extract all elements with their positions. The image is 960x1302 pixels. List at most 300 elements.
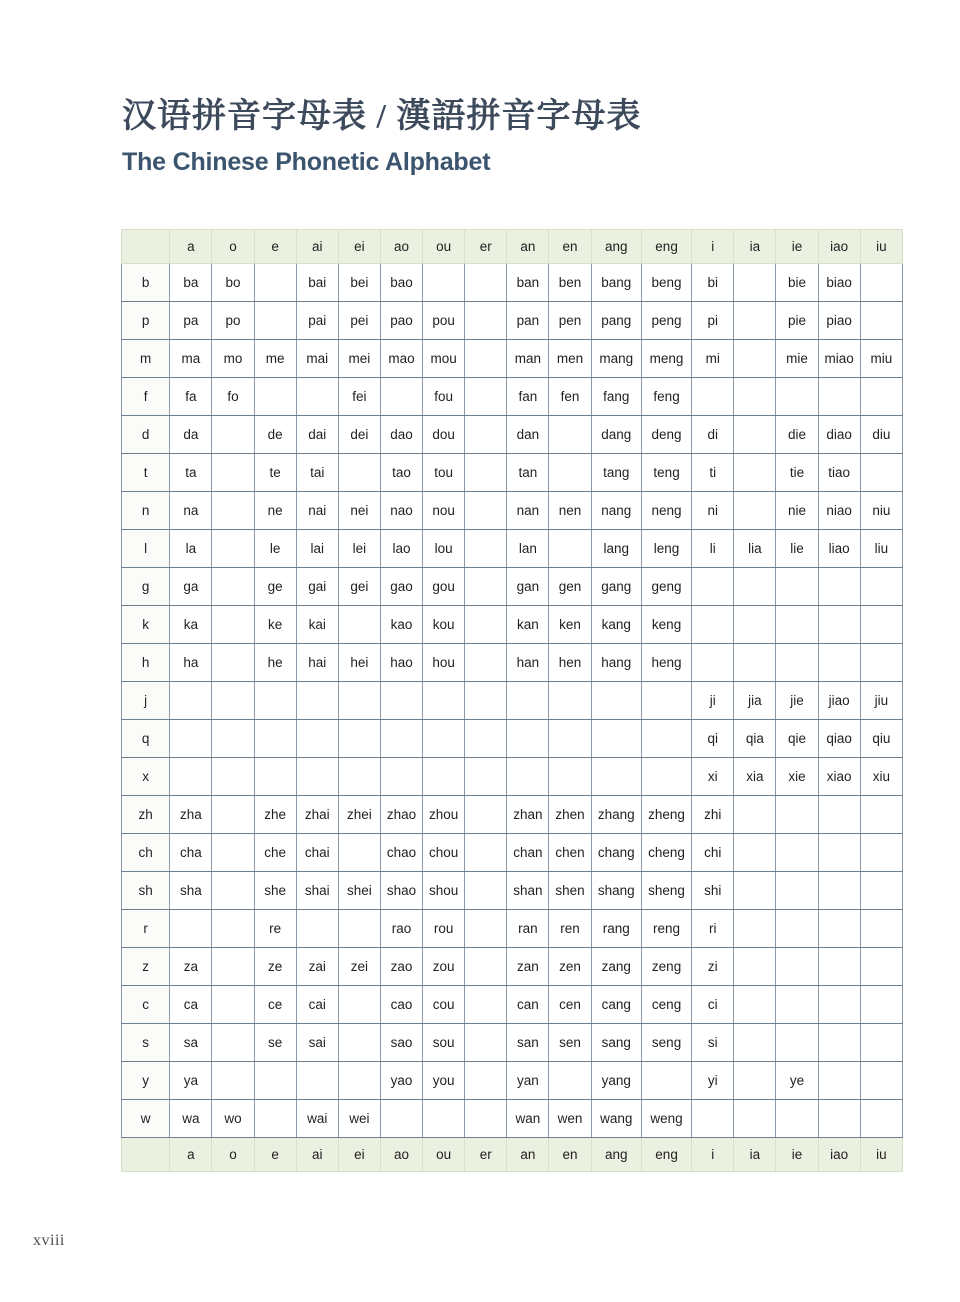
syllable-cell-empty: [212, 530, 254, 568]
syllable-cell-empty: [338, 758, 380, 796]
syllable-cell-ma: ma: [170, 340, 212, 378]
syllable-cell-dai: dai: [296, 416, 338, 454]
table-row: [122, 530, 903, 568]
syllable-cell-hei: hei: [338, 644, 380, 682]
syllable-cell-empty: [860, 948, 902, 986]
syllable-cell-empty: [465, 264, 507, 302]
syllable-cell-gei: gei: [338, 568, 380, 606]
syllable-cell-empty: [338, 606, 380, 644]
initial-label-d: d: [122, 416, 170, 454]
syllable-cell-cen: cen: [549, 986, 591, 1024]
final-footer-eng: eng: [641, 1138, 691, 1172]
syllable-cell-mai: mai: [296, 340, 338, 378]
syllable-cell-me: me: [254, 340, 296, 378]
syllable-cell-empty: [776, 606, 818, 644]
syllable-cell-nai: nai: [296, 492, 338, 530]
syllable-cell-hen: hen: [549, 644, 591, 682]
syllable-cell-geng: geng: [641, 568, 691, 606]
syllable-cell-san: san: [507, 1024, 549, 1062]
syllable-cell-empty: [254, 264, 296, 302]
syllable-cell-empty: [734, 1062, 776, 1100]
syllable-cell-ren: ren: [549, 910, 591, 948]
initial-label-k: k: [122, 606, 170, 644]
initial-label-l: l: [122, 530, 170, 568]
initial-label-j: j: [122, 682, 170, 720]
syllable-cell-lie: lie: [776, 530, 818, 568]
syllable-cell-wang: wang: [591, 1100, 641, 1138]
table-row: [122, 834, 903, 872]
initial-label-q: q: [122, 720, 170, 758]
final-footer-er: er: [465, 1138, 507, 1172]
initial-label-m: m: [122, 340, 170, 378]
table-row: [122, 378, 903, 416]
syllable-cell-ri: ri: [692, 910, 734, 948]
syllable-cell-empty: [212, 492, 254, 530]
syllable-cell-empty: [860, 796, 902, 834]
syllable-cell-empty: [465, 606, 507, 644]
syllable-cell-yao: yao: [380, 1062, 422, 1100]
syllable-cell-ceng: ceng: [641, 986, 691, 1024]
syllable-cell-chou: chou: [423, 834, 465, 872]
syllable-cell-empty: [465, 492, 507, 530]
syllable-cell-nan: nan: [507, 492, 549, 530]
syllable-cell-tang: tang: [591, 454, 641, 492]
table-row: [122, 720, 903, 758]
syllable-cell-tie: tie: [776, 454, 818, 492]
syllable-cell-diao: diao: [818, 416, 860, 454]
syllable-cell-empty: [860, 986, 902, 1024]
table-row: [122, 492, 903, 530]
table-row: [122, 264, 903, 302]
syllable-cell-empty: [818, 910, 860, 948]
syllable-cell-empty: [465, 948, 507, 986]
syllable-cell-nang: nang: [591, 492, 641, 530]
syllable-cell-cai: cai: [296, 986, 338, 1024]
syllable-cell-nao: nao: [380, 492, 422, 530]
syllable-cell-piao: piao: [818, 302, 860, 340]
syllable-cell-empty: [465, 644, 507, 682]
syllable-cell-pi: pi: [692, 302, 734, 340]
syllable-cell-empty: [734, 948, 776, 986]
syllable-cell-sao: sao: [380, 1024, 422, 1062]
final-footer-i: i: [692, 1138, 734, 1172]
syllable-cell-empty: [170, 758, 212, 796]
syllable-cell-empty: [465, 378, 507, 416]
syllable-cell-empty: [549, 454, 591, 492]
syllable-cell-cheng: cheng: [641, 834, 691, 872]
syllable-cell-empty: [465, 910, 507, 948]
syllable-cell-sha: sha: [170, 872, 212, 910]
syllable-cell-empty: [818, 1062, 860, 1100]
syllable-cell-empty: [734, 264, 776, 302]
syllable-cell-empty: [423, 682, 465, 720]
syllable-cell-empty: [338, 910, 380, 948]
syllable-cell-empty: [380, 720, 422, 758]
syllable-cell-ge: ge: [254, 568, 296, 606]
syllable-cell-empty: [549, 416, 591, 454]
final-header-ou: ou: [423, 230, 465, 264]
syllable-cell-se: se: [254, 1024, 296, 1062]
syllable-cell-empty: [465, 834, 507, 872]
initial-label-g: g: [122, 568, 170, 606]
table-row: [122, 910, 903, 948]
final-header-eng: eng: [641, 230, 691, 264]
syllable-cell-wa: wa: [170, 1100, 212, 1138]
syllable-cell-reng: reng: [641, 910, 691, 948]
syllable-cell-pie: pie: [776, 302, 818, 340]
syllable-cell-sou: sou: [423, 1024, 465, 1062]
syllable-cell-mao: mao: [380, 340, 422, 378]
syllable-cell-empty: [860, 1024, 902, 1062]
final-header-iao: iao: [818, 230, 860, 264]
syllable-cell-empty: [776, 910, 818, 948]
syllable-cell-empty: [338, 720, 380, 758]
syllable-cell-cang: cang: [591, 986, 641, 1024]
syllable-cell-bie: bie: [776, 264, 818, 302]
syllable-cell-empty: [776, 644, 818, 682]
syllable-cell-empty: [860, 910, 902, 948]
syllable-cell-empty: [734, 910, 776, 948]
syllable-cell-ya: ya: [170, 1062, 212, 1100]
syllable-cell-ran: ran: [507, 910, 549, 948]
syllable-cell-he: he: [254, 644, 296, 682]
syllable-cell-cha: cha: [170, 834, 212, 872]
syllable-cell-man: man: [507, 340, 549, 378]
final-footer-ei: ei: [338, 1138, 380, 1172]
final-footer-e: e: [254, 1138, 296, 1172]
initial-label-n: n: [122, 492, 170, 530]
syllable-cell-zhei: zhei: [338, 796, 380, 834]
syllable-cell-chai: chai: [296, 834, 338, 872]
syllable-cell-zhe: zhe: [254, 796, 296, 834]
syllable-cell-empty: [296, 1062, 338, 1100]
table-row: [122, 1024, 903, 1062]
syllable-cell-chan: chan: [507, 834, 549, 872]
syllable-cell-empty: [734, 302, 776, 340]
syllable-cell-empty: [170, 720, 212, 758]
page-header: [122, 96, 912, 177]
syllable-cell-niao: niao: [818, 492, 860, 530]
syllable-cell-gan: gan: [507, 568, 549, 606]
final-footer-a: a: [170, 1138, 212, 1172]
table-row: [122, 872, 903, 910]
syllable-cell-fei: fei: [338, 378, 380, 416]
syllable-cell-empty: [860, 1062, 902, 1100]
syllable-cell-shei: shei: [338, 872, 380, 910]
syllable-cell-chi: chi: [692, 834, 734, 872]
syllable-cell-empty: [465, 454, 507, 492]
syllable-cell-gai: gai: [296, 568, 338, 606]
syllable-cell-empty: [549, 720, 591, 758]
syllable-cell-niu: niu: [860, 492, 902, 530]
syllable-cell-lei: lei: [338, 530, 380, 568]
syllable-cell-empty: [254, 302, 296, 340]
syllable-cell-xia: xia: [734, 758, 776, 796]
syllable-cell-empty: [296, 720, 338, 758]
syllable-cell-empty: [380, 682, 422, 720]
syllable-cell-weng: weng: [641, 1100, 691, 1138]
syllable-cell-empty: [254, 720, 296, 758]
syllable-cell-mou: mou: [423, 340, 465, 378]
syllable-cell-empty: [776, 1100, 818, 1138]
syllable-cell-empty: [734, 492, 776, 530]
syllable-cell-empty: [734, 378, 776, 416]
syllable-cell-qiao: qiao: [818, 720, 860, 758]
syllable-cell-empty: [818, 606, 860, 644]
final-footer-an: an: [507, 1138, 549, 1172]
syllable-cell-empty: [465, 872, 507, 910]
syllable-cell-zao: zao: [380, 948, 422, 986]
syllable-cell-po: po: [212, 302, 254, 340]
syllable-cell-empty: [860, 568, 902, 606]
syllable-cell-sen: sen: [549, 1024, 591, 1062]
final-header-iu: iu: [860, 230, 902, 264]
table-row: [122, 644, 903, 682]
syllable-cell-empty: [212, 644, 254, 682]
syllable-cell-men: men: [549, 340, 591, 378]
syllable-cell-empty: [212, 834, 254, 872]
syllable-cell-keng: keng: [641, 606, 691, 644]
footer-corner-cell: [122, 1138, 170, 1172]
syllable-cell-pan: pan: [507, 302, 549, 340]
syllable-cell-ca: ca: [170, 986, 212, 1024]
syllable-cell-wei: wei: [338, 1100, 380, 1138]
syllable-cell-empty: [338, 834, 380, 872]
initial-label-z: z: [122, 948, 170, 986]
syllable-cell-empty: [549, 1062, 591, 1100]
syllable-cell-empty: [380, 378, 422, 416]
syllable-cell-zeng: zeng: [641, 948, 691, 986]
syllable-cell-empty: [692, 378, 734, 416]
syllable-cell-gou: gou: [423, 568, 465, 606]
syllable-cell-empty: [212, 1062, 254, 1100]
syllable-cell-zhen: zhen: [549, 796, 591, 834]
syllable-cell-liao: liao: [818, 530, 860, 568]
syllable-cell-neng: neng: [641, 492, 691, 530]
syllable-cell-empty: [776, 872, 818, 910]
syllable-cell-fa: fa: [170, 378, 212, 416]
initial-label-y: y: [122, 1062, 170, 1100]
syllable-cell-ze: ze: [254, 948, 296, 986]
syllable-cell-feng: feng: [641, 378, 691, 416]
syllable-cell-leng: leng: [641, 530, 691, 568]
syllable-cell-she: she: [254, 872, 296, 910]
syllable-cell-zi: zi: [692, 948, 734, 986]
syllable-cell-lan: lan: [507, 530, 549, 568]
syllable-cell-ji: ji: [692, 682, 734, 720]
table-row: [122, 758, 903, 796]
syllable-cell-empty: [776, 834, 818, 872]
syllable-cell-empty: [641, 1062, 691, 1100]
syllable-cell-empty: [692, 568, 734, 606]
syllable-cell-hou: hou: [423, 644, 465, 682]
initial-label-r: r: [122, 910, 170, 948]
final-header-i: i: [692, 230, 734, 264]
syllable-cell-empty: [507, 682, 549, 720]
syllable-cell-empty: [465, 530, 507, 568]
syllable-cell-bei: bei: [338, 264, 380, 302]
syllable-cell-empty: [641, 720, 691, 758]
syllable-cell-empty: [734, 986, 776, 1024]
final-footer-ia: ia: [734, 1138, 776, 1172]
syllable-cell-fou: fou: [423, 378, 465, 416]
syllable-cell-empty: [860, 264, 902, 302]
syllable-cell-empty: [465, 302, 507, 340]
syllable-cell-da: da: [170, 416, 212, 454]
syllable-cell-empty: [338, 1024, 380, 1062]
syllable-cell-ke: ke: [254, 606, 296, 644]
syllable-cell-mang: mang: [591, 340, 641, 378]
syllable-cell-jia: jia: [734, 682, 776, 720]
syllable-cell-sang: sang: [591, 1024, 641, 1062]
syllable-cell-xiao: xiao: [818, 758, 860, 796]
syllable-cell-te: te: [254, 454, 296, 492]
syllable-cell-jiu: jiu: [860, 682, 902, 720]
syllable-cell-zhi: zhi: [692, 796, 734, 834]
table-footer-row-group: [122, 1138, 903, 1172]
syllable-cell-biao: biao: [818, 264, 860, 302]
syllable-cell-empty: [465, 416, 507, 454]
syllable-cell-empty: [860, 1100, 902, 1138]
syllable-cell-tai: tai: [296, 454, 338, 492]
syllable-cell-empty: [818, 948, 860, 986]
syllable-cell-empty: [776, 948, 818, 986]
syllable-cell-zhou: zhou: [423, 796, 465, 834]
syllable-cell-empty: [338, 986, 380, 1024]
syllable-cell-seng: seng: [641, 1024, 691, 1062]
page-number: xviii: [33, 1232, 65, 1249]
syllable-cell-gao: gao: [380, 568, 422, 606]
syllable-cell-empty: [507, 720, 549, 758]
syllable-cell-ga: ga: [170, 568, 212, 606]
syllable-cell-jiao: jiao: [818, 682, 860, 720]
syllable-cell-dan: dan: [507, 416, 549, 454]
final-footer-iao: iao: [818, 1138, 860, 1172]
initial-label-p: p: [122, 302, 170, 340]
final-header-a: a: [170, 230, 212, 264]
syllable-cell-nen: nen: [549, 492, 591, 530]
syllable-cell-rou: rou: [423, 910, 465, 948]
syllable-cell-mie: mie: [776, 340, 818, 378]
syllable-cell-nie: nie: [776, 492, 818, 530]
syllable-cell-empty: [338, 1062, 380, 1100]
syllable-cell-empty: [423, 1100, 465, 1138]
syllable-cell-empty: [254, 1100, 296, 1138]
syllable-cell-empty: [734, 834, 776, 872]
syllable-cell-lang: lang: [591, 530, 641, 568]
syllable-cell-empty: [692, 644, 734, 682]
syllable-cell-empty: [641, 682, 691, 720]
final-footer-ao: ao: [380, 1138, 422, 1172]
table-row: [122, 340, 903, 378]
pinyin-table-container: [121, 229, 903, 1172]
syllable-cell-empty: [776, 986, 818, 1024]
table-row: [122, 568, 903, 606]
syllable-cell-chang: chang: [591, 834, 641, 872]
page-title-chinese: 汉语拼音字母表 / 漢語拼音字母表: [122, 98, 642, 135]
syllable-cell-zhao: zhao: [380, 796, 422, 834]
syllable-cell-le: le: [254, 530, 296, 568]
syllable-cell-zei: zei: [338, 948, 380, 986]
syllable-cell-empty: [296, 758, 338, 796]
syllable-cell-can: can: [507, 986, 549, 1024]
table-row: [122, 682, 903, 720]
syllable-cell-empty: [254, 378, 296, 416]
syllable-cell-zhai: zhai: [296, 796, 338, 834]
initial-label-sh: sh: [122, 872, 170, 910]
syllable-cell-pang: pang: [591, 302, 641, 340]
syllable-cell-empty: [818, 644, 860, 682]
syllable-cell-empty: [860, 644, 902, 682]
syllable-cell-shou: shou: [423, 872, 465, 910]
syllable-cell-diu: diu: [860, 416, 902, 454]
final-header-e: e: [254, 230, 296, 264]
syllable-cell-wen: wen: [549, 1100, 591, 1138]
initial-label-ch: ch: [122, 834, 170, 872]
syllable-cell-empty: [818, 1024, 860, 1062]
syllable-cell-empty: [860, 606, 902, 644]
syllable-cell-cao: cao: [380, 986, 422, 1024]
syllable-cell-tiao: tiao: [818, 454, 860, 492]
syllable-cell-qia: qia: [734, 720, 776, 758]
table-row: [122, 606, 903, 644]
syllable-cell-empty: [734, 416, 776, 454]
syllable-cell-chao: chao: [380, 834, 422, 872]
syllable-cell-empty: [465, 796, 507, 834]
page-title-english: The Chinese Phonetic Alphabet: [122, 147, 491, 176]
syllable-cell-re: re: [254, 910, 296, 948]
syllable-cell-ben: ben: [549, 264, 591, 302]
initial-label-zh: zh: [122, 796, 170, 834]
syllable-cell-empty: [380, 758, 422, 796]
syllable-cell-empty: [465, 340, 507, 378]
syllable-cell-lai: lai: [296, 530, 338, 568]
syllable-cell-empty: [818, 796, 860, 834]
syllable-cell-che: che: [254, 834, 296, 872]
syllable-cell-empty: [734, 644, 776, 682]
table-row: [122, 948, 903, 986]
finals-footer-row: [122, 1138, 903, 1172]
syllable-cell-die: die: [776, 416, 818, 454]
syllable-cell-bai: bai: [296, 264, 338, 302]
syllable-cell-empty: [818, 834, 860, 872]
syllable-cell-bao: bao: [380, 264, 422, 302]
syllable-cell-empty: [212, 948, 254, 986]
syllable-cell-empty: [776, 568, 818, 606]
syllable-cell-empty: [465, 720, 507, 758]
table-header-row-group: [122, 230, 903, 264]
syllable-cell-empty: [860, 872, 902, 910]
syllable-cell-empty: [818, 872, 860, 910]
syllable-cell-qie: qie: [776, 720, 818, 758]
syllable-cell-empty: [296, 378, 338, 416]
initial-label-c: c: [122, 986, 170, 1024]
syllable-cell-fang: fang: [591, 378, 641, 416]
final-header-o: o: [212, 230, 254, 264]
syllable-cell-empty: [254, 758, 296, 796]
syllable-cell-di: di: [692, 416, 734, 454]
syllable-cell-empty: [818, 568, 860, 606]
final-header-ia: ia: [734, 230, 776, 264]
initial-label-x: x: [122, 758, 170, 796]
final-footer-iu: iu: [860, 1138, 902, 1172]
table-row: [122, 454, 903, 492]
syllable-cell-ce: ce: [254, 986, 296, 1024]
syllable-cell-miu: miu: [860, 340, 902, 378]
syllable-cell-empty: [296, 682, 338, 720]
syllable-cell-nei: nei: [338, 492, 380, 530]
syllable-cell-dou: dou: [423, 416, 465, 454]
